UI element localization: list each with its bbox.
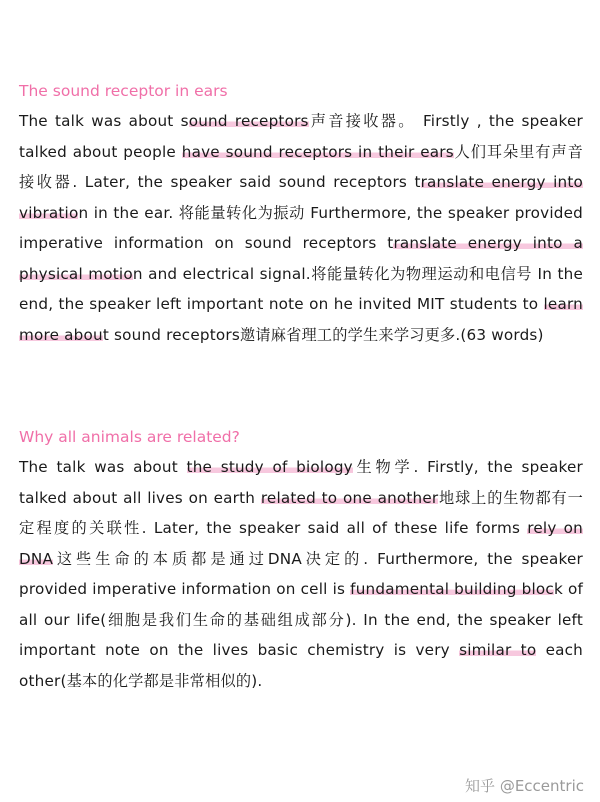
text-run: 地球上的生物都有一定程度的关联性. Later, the speaker said all of these life forms (19, 488, 583, 537)
section-title: The sound receptor in ears (19, 82, 228, 100)
text-run: 生物学. Firstly, the speaker talked about all lives on earth (19, 458, 583, 507)
text-run: The talk was about s (19, 112, 189, 130)
highlighted-phrase: ound receptors (188, 112, 309, 130)
text-run: n in the ear. 将能量转化为振动 Furthermore, the speaker provided imperative information on sound receptors t (19, 203, 583, 252)
text-run: 人们耳朵里有声音接收器. Later, the speaker said sound receptors t (19, 142, 583, 191)
text-run: n and electrical signal.将能量转化为物理运动和电信号 In the end, the speaker left important note on he invited MIT students to (19, 264, 583, 313)
highlighted-phrase: the study of biology (186, 458, 353, 476)
text-run: each other(基本的化学都是非常相似的). (19, 641, 583, 690)
highlighted-phrase: ranslate energy into a physical motio (19, 234, 583, 283)
section-paragraph (19, 452, 583, 696)
highlighted-phrase: ranslate energy into vibratio (19, 173, 583, 222)
text-run: t sound receptors邀请麻省理工的学生来学习更多.(63 words) (102, 325, 544, 344)
section-title: Why all animals are related? (19, 428, 240, 446)
highlighted-phrase: related to one another (260, 488, 439, 507)
watermark: 知乎 @Eccentric (465, 777, 584, 795)
text-run: k of all our life(细胞是我们生命的基础组成部分). In the end, the speaker left important note on the lives basic chemistry is very (19, 580, 584, 659)
section-paragraph (19, 106, 583, 350)
text-run: 这些生命的本质都是通过DNA决定的. Furthermore, the speaker provided imperative information on cell is (19, 549, 583, 598)
section-sound-receptor (19, 80, 583, 350)
highlighted-phrase: rely on DNA (19, 519, 584, 568)
highlighted-phrase: similar to (459, 641, 537, 659)
highlighted-phrase: have sound receptors in their ears (181, 142, 454, 161)
text-run: 声音接收器。 Firstly , the speaker talked about people (19, 112, 583, 161)
text-run: The talk was about (19, 458, 187, 476)
highlighted-phrase: fundamental building bloc (350, 580, 554, 598)
highlighted-phrase: learn more abou (19, 295, 583, 344)
section-animals-related (19, 426, 583, 696)
